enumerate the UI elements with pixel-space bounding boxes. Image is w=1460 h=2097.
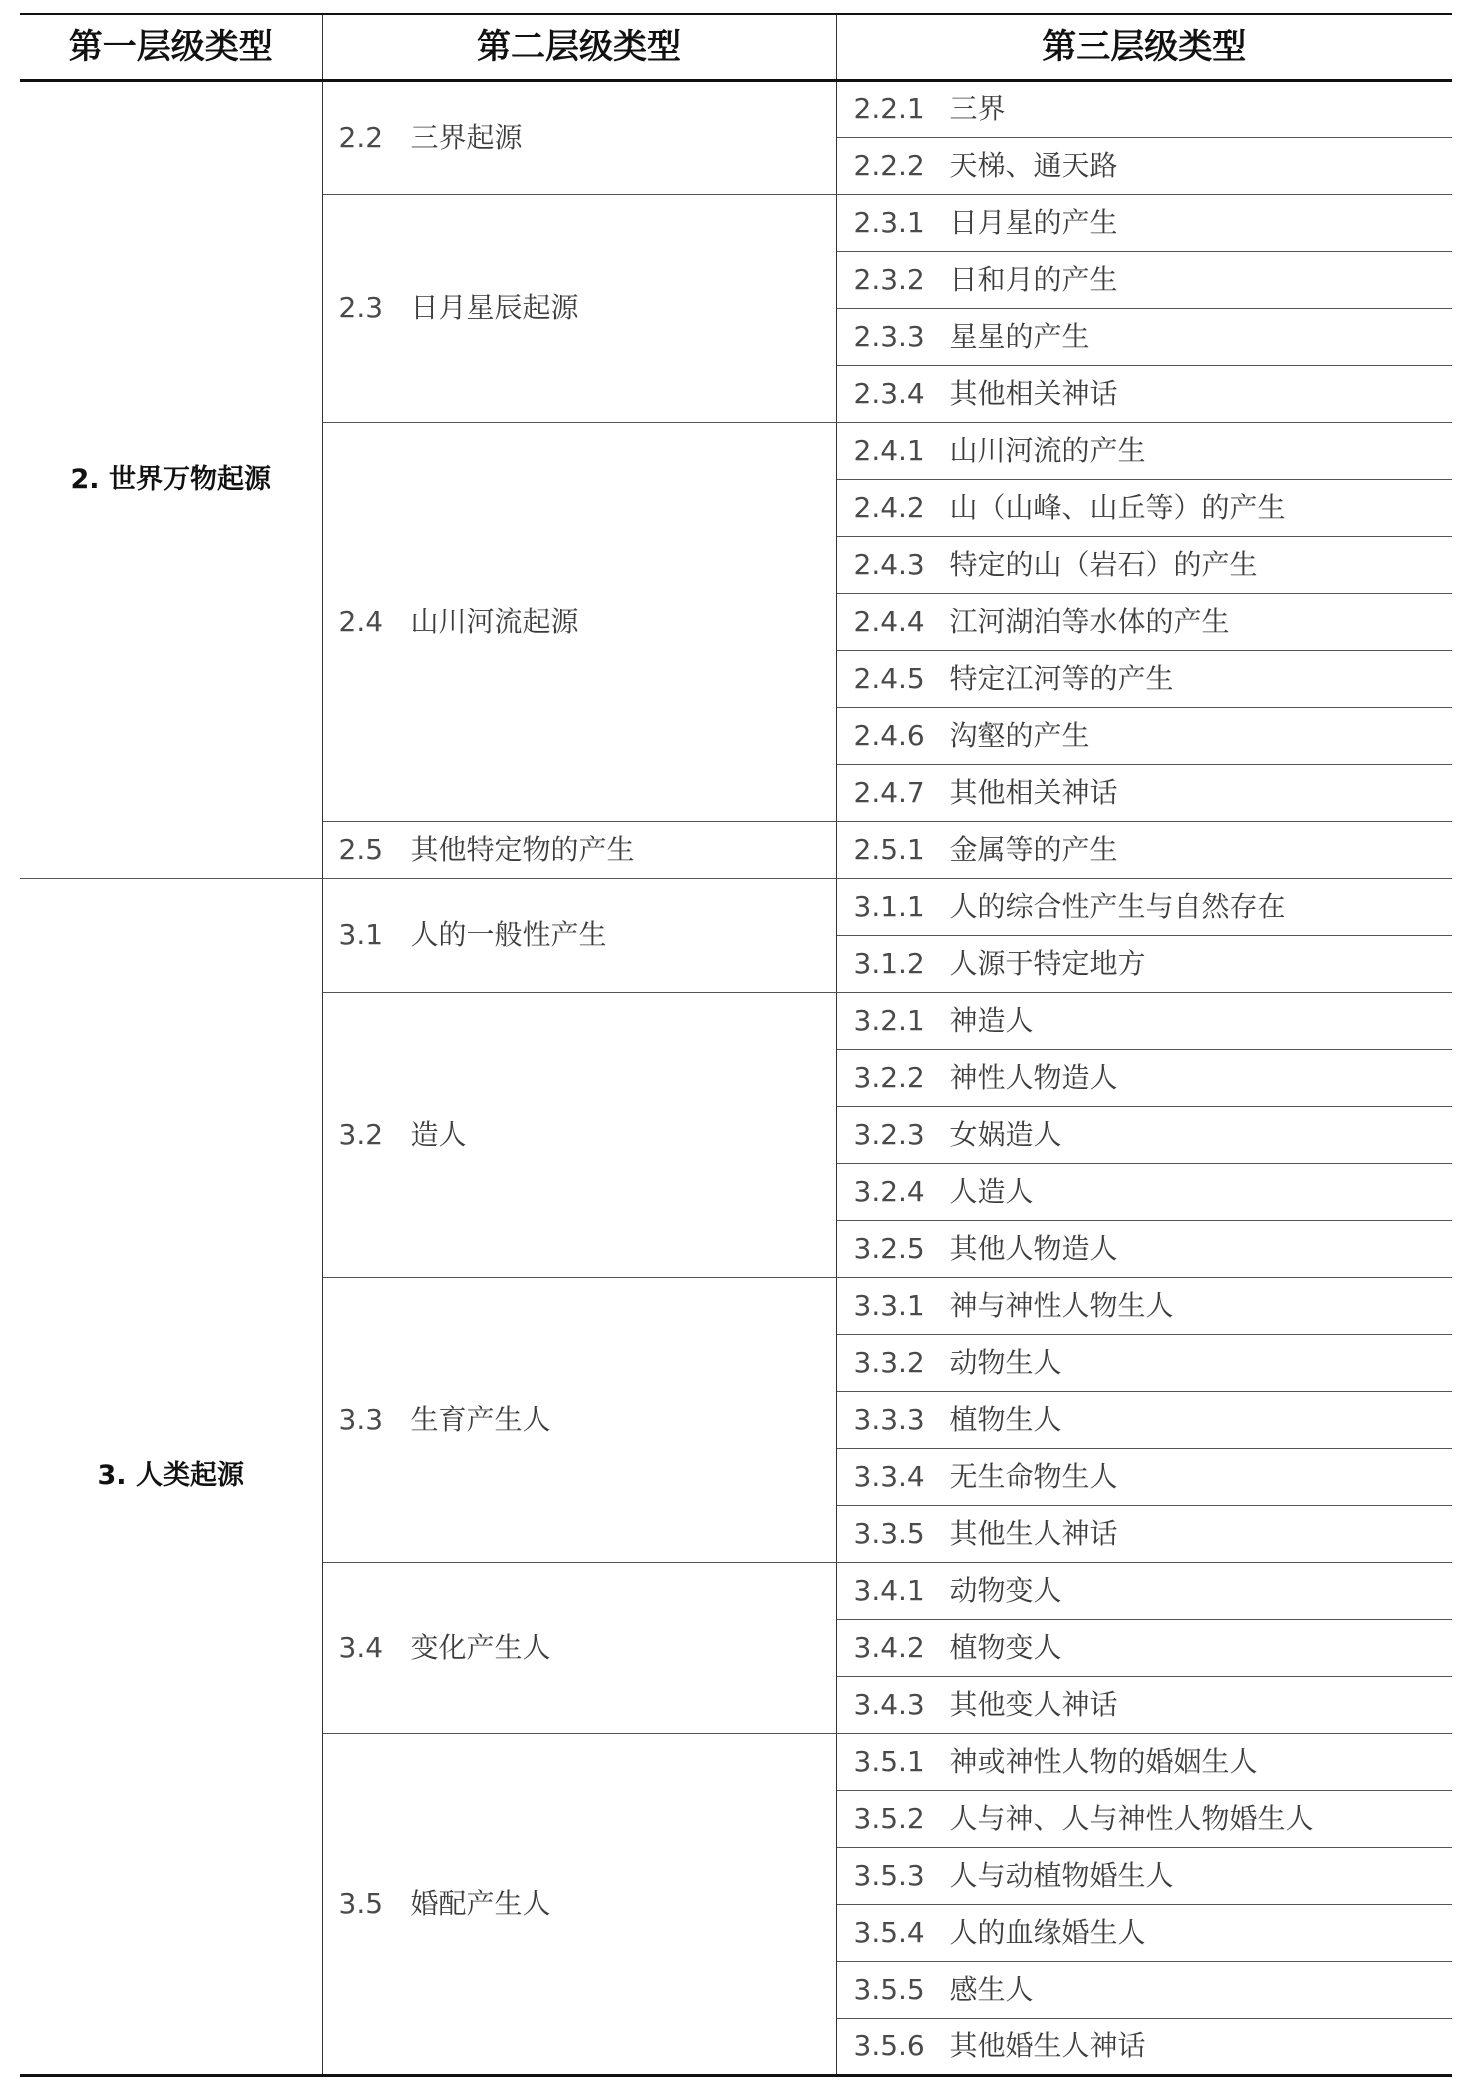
level3-code: 3.3.5 (853, 1516, 925, 1550)
table-body (20, 80, 1452, 2075)
level3-cell (836, 707, 1452, 764)
level3-cell (836, 80, 1452, 137)
level2-code: 2.4 (338, 604, 384, 638)
level2-cell (322, 422, 836, 821)
level3-label: 植物生人 (949, 1402, 1062, 1436)
level3-label: 神或神性人物的婚姻生人 (949, 1744, 1258, 1778)
level3-cell (836, 1676, 1452, 1733)
level3-cell (836, 1562, 1452, 1619)
myth-taxonomy-table (20, 13, 1452, 2077)
level3-code: 3.4.1 (853, 1573, 925, 1607)
level3-label: 神性人物造人 (949, 1060, 1118, 1094)
level3-code: 3.4.2 (853, 1630, 925, 1664)
level2-label: 造人 (410, 1117, 467, 1151)
level2-code: 3.5 (338, 1886, 384, 1920)
level3-code: 3.2.4 (853, 1174, 925, 1208)
level3-label: 山（山峰、山丘等）的产生 (949, 490, 1286, 524)
level3-cell (836, 308, 1452, 365)
level3-label: 人与神、人与神性人物婚生人 (949, 1801, 1314, 1835)
table-row (20, 878, 1452, 935)
level3-code: 3.1.2 (853, 946, 925, 980)
level3-code: 2.3.1 (853, 205, 925, 239)
level3-label: 人的血缘婚生人 (949, 1915, 1146, 1949)
level3-label: 动物变人 (949, 1573, 1062, 1607)
level2-cell (322, 1562, 836, 1733)
level3-code: 3.2.1 (853, 1003, 925, 1037)
level2-cell (322, 878, 836, 992)
level2-code: 3.1 (338, 918, 384, 951)
level2-code: 2.5 (338, 832, 384, 866)
level3-label: 其他人物造人 (949, 1231, 1118, 1265)
level3-code: 2.4.1 (853, 433, 925, 467)
level3-code: 2.4.6 (853, 718, 925, 752)
level3-code: 3.5.4 (853, 1915, 925, 1949)
level3-label: 人源于特定地方 (949, 946, 1146, 980)
level3-code: 3.5.2 (853, 1801, 925, 1835)
level3-code: 3.5.1 (853, 1744, 925, 1778)
level2-label: 生育产生人 (410, 1402, 551, 1436)
level2-cell (322, 80, 836, 194)
level3-cell (836, 1505, 1452, 1562)
header-row (20, 14, 1452, 80)
level3-code: 2.3.4 (853, 376, 925, 410)
level3-label: 神造人 (949, 1003, 1034, 1037)
level3-label: 其他相关神话 (949, 775, 1118, 809)
level3-cell (836, 365, 1452, 422)
header-level3: 第三层级类型 (836, 14, 1452, 80)
level3-label: 星星的产生 (949, 319, 1090, 353)
level3-code: 3.5.3 (853, 1858, 925, 1892)
level3-cell (836, 137, 1452, 194)
level3-code: 3.4.3 (853, 1687, 925, 1721)
level2-cell (322, 992, 836, 1277)
level3-cell (836, 536, 1452, 593)
level2-label: 日月星辰起源 (410, 291, 579, 324)
level3-code: 2.4.2 (853, 490, 925, 524)
level3-cell (836, 1904, 1452, 1961)
level2-code: 3.4 (338, 1630, 384, 1664)
level3-cell (836, 878, 1452, 935)
level3-code: 3.2.3 (853, 1117, 925, 1151)
level3-cell (836, 821, 1452, 878)
level3-label: 金属等的产生 (949, 832, 1118, 866)
level3-cell (836, 1220, 1452, 1277)
level3-code: 3.1.1 (853, 889, 925, 923)
table-row (20, 80, 1452, 137)
level3-label: 人造人 (949, 1174, 1034, 1208)
level3-cell (836, 764, 1452, 821)
level3-cell (836, 1334, 1452, 1391)
level3-cell (836, 935, 1452, 992)
level3-label: 人的综合性产生与自然存在 (949, 889, 1286, 923)
level3-code: 2.2.1 (853, 92, 925, 125)
level3-cell (836, 194, 1452, 251)
level3-cell (836, 251, 1452, 308)
level3-label: 动物生人 (949, 1345, 1062, 1379)
level2-code: 2.2 (338, 120, 384, 154)
level3-label: 三界 (949, 92, 1006, 125)
level3-cell (836, 422, 1452, 479)
level3-label: 其他生人神话 (949, 1516, 1118, 1550)
level2-label: 其他特定物的产生 (410, 832, 635, 866)
level3-code: 3.3.3 (853, 1402, 925, 1436)
level2-label: 人的一般性产生 (410, 918, 607, 951)
level3-code: 2.5.1 (853, 832, 925, 866)
level3-label: 日月星的产生 (949, 205, 1118, 239)
level3-label: 沟壑的产生 (949, 718, 1090, 752)
level3-cell (836, 1847, 1452, 1904)
level2-label: 变化产生人 (410, 1630, 551, 1664)
level3-label: 植物变人 (949, 1630, 1062, 1664)
level3-label: 人与动植物婚生人 (949, 1858, 1174, 1892)
level3-cell (836, 1049, 1452, 1106)
level3-cell (836, 1163, 1452, 1220)
level3-cell (836, 1106, 1452, 1163)
level3-cell (836, 1790, 1452, 1847)
level3-cell (836, 1277, 1452, 1334)
level3-cell (836, 1619, 1452, 1676)
level3-code: 2.3.3 (853, 319, 925, 353)
level3-code: 3.5.5 (853, 1972, 925, 2006)
level3-cell (836, 1448, 1452, 1505)
level2-cell (322, 821, 836, 878)
level3-label: 其他婚生人神话 (949, 2029, 1146, 2062)
level3-label: 特定江河等的产生 (949, 661, 1174, 695)
level3-cell (836, 2018, 1452, 2075)
level3-label: 其他变人神话 (949, 1687, 1118, 1721)
level3-code: 3.3.4 (853, 1459, 925, 1493)
level3-label: 天梯、通天路 (949, 148, 1118, 182)
table-header (20, 14, 1452, 80)
level2-label: 山川河流起源 (410, 604, 579, 638)
level2-cell (322, 1277, 836, 1562)
level3-cell (836, 593, 1452, 650)
level3-label: 感生人 (949, 1972, 1034, 2006)
level3-label: 日和月的产生 (949, 262, 1118, 296)
level3-code: 3.2.2 (853, 1060, 925, 1094)
level3-cell (836, 1961, 1452, 2018)
level3-code: 3.3.1 (853, 1288, 925, 1322)
level3-cell (836, 992, 1452, 1049)
level3-cell (836, 1733, 1452, 1790)
level3-code: 3.5.6 (853, 2029, 925, 2062)
level3-label: 无生命物生人 (949, 1459, 1118, 1493)
level3-label: 女娲造人 (949, 1117, 1062, 1151)
level2-label: 三界起源 (410, 120, 523, 154)
level3-cell (836, 479, 1452, 536)
level3-cell (836, 1391, 1452, 1448)
level2-label: 婚配产生人 (410, 1886, 551, 1920)
level3-code: 2.4.3 (853, 547, 925, 581)
level1-cell: 3. 人类起源 (20, 878, 322, 2075)
level3-label: 其他相关神话 (949, 376, 1118, 410)
level3-label: 神与神性人物生人 (949, 1288, 1174, 1322)
level2-code: 3.3 (338, 1402, 384, 1436)
level2-code: 3.2 (338, 1117, 384, 1151)
level3-label: 山川河流的产生 (949, 433, 1146, 467)
level3-code: 2.4.5 (853, 661, 925, 695)
level3-code: 2.2.2 (853, 148, 925, 182)
level2-code: 2.3 (338, 291, 384, 324)
level3-code: 2.4.4 (853, 604, 925, 638)
level1-cell: 2. 世界万物起源 (20, 80, 322, 878)
header-level1: 第一层级类型 (20, 14, 322, 80)
level3-label: 江河湖泊等水体的产生 (949, 604, 1230, 638)
header-level2: 第二层级类型 (322, 14, 836, 80)
level3-code: 2.4.7 (853, 775, 925, 809)
level3-cell (836, 650, 1452, 707)
level3-code: 3.3.2 (853, 1345, 925, 1379)
level3-label: 特定的山（岩石）的产生 (949, 547, 1258, 581)
level3-code: 3.2.5 (853, 1231, 925, 1265)
level3-code: 2.3.2 (853, 262, 925, 296)
level2-cell (322, 1733, 836, 2075)
level2-cell (322, 194, 836, 422)
